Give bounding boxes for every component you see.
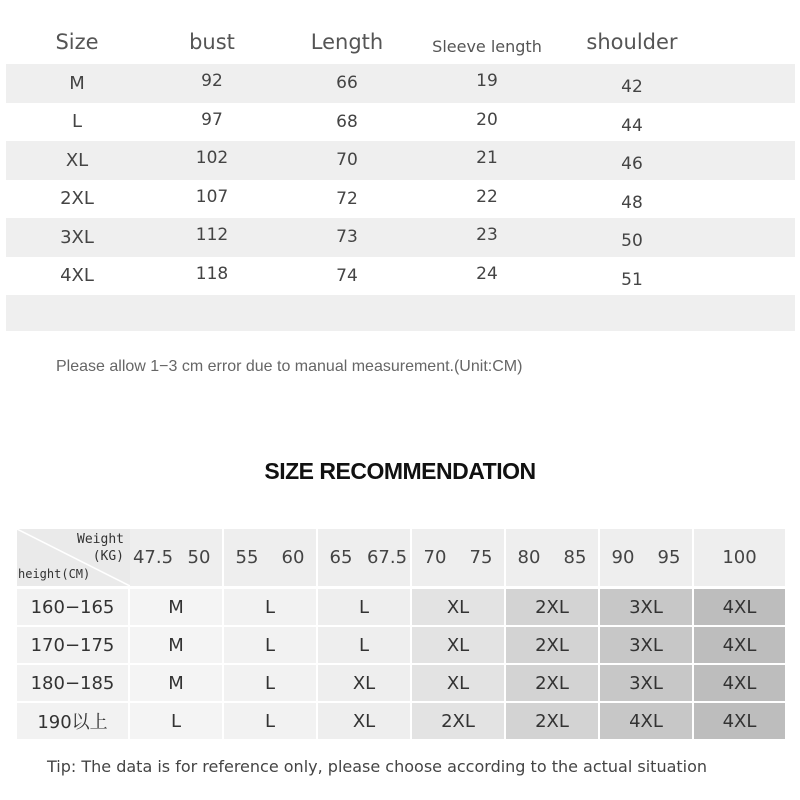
weight-value: 70 <box>423 547 447 568</box>
cell-value: 107 <box>195 186 229 207</box>
cell-value: M <box>69 72 85 94</box>
recommended-size-cell: 2XL <box>506 627 600 663</box>
recommended-size-cell: L <box>224 589 318 625</box>
cell-shoulder <box>582 184 682 223</box>
cell-length <box>302 180 392 219</box>
cell-shoulder <box>582 68 682 107</box>
cell-value: L <box>71 111 83 133</box>
size-chart-blank-row <box>6 295 795 331</box>
recommended-size-cell: M <box>130 589 224 625</box>
size-recommendation-title: SIZE RECOMMENDATION <box>264 458 536 484</box>
cell-value: 22 <box>476 186 498 207</box>
height-row <box>17 665 787 701</box>
recommended-size-cell: L <box>318 589 412 625</box>
weight-value: 47.5 <box>132 547 174 568</box>
cell-value: 20 <box>476 109 498 130</box>
cell-value: 44 <box>621 115 643 136</box>
cell-value: 50 <box>621 231 643 252</box>
cell-value: 74 <box>336 265 358 286</box>
weight-value: 67.5 <box>366 547 408 568</box>
cell-bust <box>172 178 252 217</box>
cell-value: 97 <box>201 109 223 130</box>
weight-value: 50 <box>187 547 211 568</box>
recommended-size-cell: 4XL <box>694 589 787 625</box>
cell-bust <box>172 255 252 294</box>
header-corner-cell <box>17 529 132 586</box>
header-size: Size <box>55 30 99 54</box>
weight-group <box>600 529 694 586</box>
weight-group <box>130 529 224 586</box>
cell-length <box>302 141 392 180</box>
recommended-size-cell: L <box>224 665 318 701</box>
cell-value: XL <box>65 149 89 171</box>
cell-shoulder <box>582 107 682 146</box>
cell-value: 42 <box>621 77 643 98</box>
cell-value: 92 <box>201 71 223 92</box>
reference-tip: Tip: The data is for reference only, please choose according to the actual situation <box>47 757 708 776</box>
cell-length <box>302 64 392 103</box>
recommended-size-cell: 4XL <box>694 627 787 663</box>
cell-value: 19 <box>476 71 498 92</box>
cell-shoulder <box>582 261 682 300</box>
weight-group <box>694 529 787 586</box>
cell-value: 4XL <box>60 265 94 287</box>
recommended-size-cell: 3XL <box>600 665 694 701</box>
recommended-size-cell: M <box>130 627 224 663</box>
cell-length <box>302 218 392 257</box>
header-sleeve-length: Sleeve length <box>432 36 542 56</box>
header-bust: bust <box>189 30 235 54</box>
corner-weight-unit: (KG) <box>92 549 124 564</box>
cell-size <box>42 180 112 219</box>
height-row <box>17 589 787 625</box>
recommended-size-cell: 4XL <box>600 703 694 739</box>
height-range-cell: 170−175 <box>17 627 130 663</box>
height-range-cell: 190以上 <box>17 703 130 739</box>
cell-shoulder <box>582 222 682 261</box>
recommended-size-cell: 3XL <box>600 589 694 625</box>
cell-sleeve-length <box>422 101 552 140</box>
weight-value: 80 <box>517 547 541 568</box>
recommended-size-cell: XL <box>412 627 506 663</box>
cell-value: 51 <box>621 269 643 290</box>
cell-length <box>302 103 392 142</box>
weight-group <box>318 529 412 586</box>
weight-value: 65 <box>329 547 353 568</box>
cell-value: 21 <box>476 148 498 169</box>
recommended-size-cell: 2XL <box>506 589 600 625</box>
size-chart-row <box>6 103 795 142</box>
cell-size <box>42 64 112 103</box>
size-chart-table <box>6 20 795 331</box>
header-shoulder: shoulder <box>586 30 678 54</box>
weight-group <box>224 529 318 586</box>
size-chart-row <box>6 141 795 180</box>
weight-value: 55 <box>235 547 259 568</box>
recommended-size-cell: 2XL <box>412 703 506 739</box>
cell-value: 73 <box>336 227 358 248</box>
cell-bust <box>172 139 252 178</box>
cell-size <box>42 257 112 296</box>
weight-value: 85 <box>563 547 587 568</box>
cell-bust <box>172 101 252 140</box>
cell-value: 66 <box>336 73 358 94</box>
size-chart-header-row <box>6 20 795 64</box>
cell-value: 3XL <box>60 226 94 248</box>
weight-group <box>412 529 506 586</box>
cell-value: 23 <box>476 225 498 246</box>
recommended-size-cell: 3XL <box>600 627 694 663</box>
cell-size <box>42 103 112 142</box>
recommended-size-cell: XL <box>318 703 412 739</box>
recommended-size-cell: L <box>224 627 318 663</box>
cell-sleeve-length <box>422 255 552 294</box>
weight-group <box>506 529 600 586</box>
recommended-size-cell: 4XL <box>694 703 787 739</box>
corner-weight-label: Weight <box>77 532 124 547</box>
height-range-cell: 160−165 <box>17 589 130 625</box>
height-row <box>17 627 787 663</box>
cell-value: 102 <box>195 148 229 169</box>
cell-length <box>302 257 392 296</box>
recommended-size-cell: 2XL <box>506 703 600 739</box>
weight-value: 60 <box>281 547 305 568</box>
cell-shoulder <box>582 145 682 184</box>
size-chart-row <box>6 218 795 257</box>
cell-value: 72 <box>336 188 358 209</box>
recommended-size-cell: XL <box>412 665 506 701</box>
cell-value: 48 <box>621 192 643 213</box>
cell-value: 70 <box>336 150 358 171</box>
cell-bust <box>172 62 252 101</box>
header-length: Length <box>310 30 384 54</box>
cell-bust <box>172 216 252 255</box>
cell-value: 2XL <box>60 188 94 210</box>
corner-height-label: height(CM) <box>18 567 91 581</box>
size-chart-row <box>6 257 795 296</box>
height-range-cell: 180−185 <box>17 665 130 701</box>
weight-value: 95 <box>657 547 681 568</box>
size-chart-row <box>6 64 795 103</box>
measurement-note: Please allow 1−3 cm error due to manual measurement.(Unit:CM) <box>56 358 523 375</box>
cell-sleeve-length <box>422 216 552 255</box>
recommended-size-cell: L <box>318 627 412 663</box>
recommended-size-cell: L <box>130 703 224 739</box>
size-recommendation-table <box>17 529 787 740</box>
cell-size <box>42 141 112 180</box>
recommended-size-cell: 4XL <box>694 665 787 701</box>
recommended-size-cell: XL <box>412 589 506 625</box>
cell-sleeve-length <box>422 178 552 217</box>
weight-header-row <box>17 529 787 586</box>
cell-size <box>42 218 112 257</box>
recommended-size-cell: L <box>224 703 318 739</box>
cell-sleeve-length <box>422 62 552 101</box>
recommended-size-cell: M <box>130 665 224 701</box>
cell-value: 118 <box>195 263 229 284</box>
size-chart-row <box>6 180 795 219</box>
cell-value: 68 <box>336 111 358 132</box>
cell-value: 24 <box>476 263 498 284</box>
weight-value: 75 <box>469 547 493 568</box>
height-row <box>17 703 787 739</box>
recommended-size-cell: 2XL <box>506 665 600 701</box>
cell-sleeve-length <box>422 139 552 178</box>
weight-value: 90 <box>611 547 635 568</box>
recommended-size-cell: XL <box>318 665 412 701</box>
weight-value: 100 <box>722 547 757 568</box>
cell-value: 112 <box>195 225 229 246</box>
cell-value: 46 <box>621 154 643 175</box>
